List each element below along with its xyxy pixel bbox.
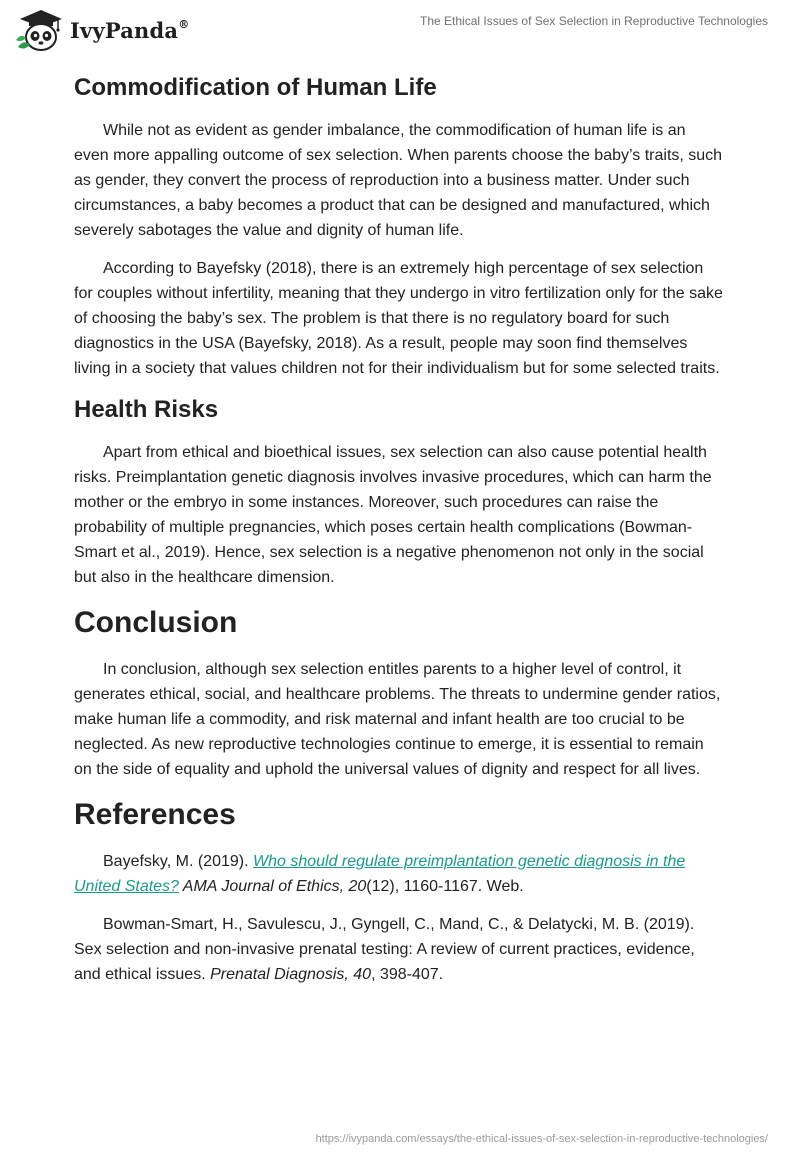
- reference-link[interactable]: Who should regulate preimplantation genetic diagnosis in the United States?: [74, 853, 686, 895]
- page-header: [0, 0, 800, 60]
- footer-url[interactable]: https://ivypanda.com/essays/the-ethical-issues-of-sex-selection-in-reproductive-technologies/: [315, 1133, 768, 1145]
- reference-entry: Bayefsky, M. (2019). Who should regulate preimplantation genetic diagnosis in the United States? AMA Journal of Ethics, 20(12), 1160-1167. Web.: [74, 853, 686, 895]
- reference-entry: Bowman-Smart, H., Savulescu, J., Gyngell, C., Mand, C., & Delatycki, M. B. (2019). Sex selection and non-invasive prenatal testing: A review of current practices, evidence, and ethical issues. Prenatal Diagnosis, 40, 398-407.: [74, 916, 695, 983]
- paragraph: In conclusion, although sex selection entitles parents to a higher level of control, it generates ethical, social, and healthcare problems. The threats to undermine gender ratios, make human life a commodity, and risk maternal and infant health are too crucial to be neglected. As new reproductive technologies continue to emerge, it is essential to remain on the side of equality and uphold the universal values of dignity and respect for all lives.: [74, 661, 721, 778]
- paragraph: Apart from ethical and bioethical issues, sex selection can also cause potential health risks. Preimplantation genetic diagnosis involves invasive procedures, which can harm the mother or the embryo in some instances. Moreover, such procedures can raise the probability of multiple pregnancies, which poses certain health complications (Bowman-Smart et al., 2019). Hence, sex selection is a negative phenomenon not only in the social but also in the healthcare dimension.: [74, 444, 712, 586]
- running-title: The Ethical Issues of Sex Selection in Reproductive Technologies: [420, 14, 768, 28]
- panda-graduate-icon: [14, 7, 66, 53]
- paragraph: According to Bayefsky (2018), there is an extremely high percentage of sex selection for couples without infertility, meaning that they undergo in vitro fertilization only for the sake of choosing the baby’s sex. The problem is that there is no regulatory board for such diagnostics in the USA (Bayefsky, 2018). As a result, people may soon find themselves living in a society that values children not for their individualism but for some selected traits.: [74, 260, 723, 377]
- brand-logo[interactable]: [14, 7, 189, 53]
- essay-body: [74, 72, 724, 1000]
- paragraph: While not as evident as gender imbalance, the commodification of human life is an even more appalling outcome of sex selection. When parents choose the baby’s traits, such as gender, they convert the process of reproduction into a business matter. Under such circumstances, a baby becomes a product that can be designed and manufactured, which severely sabotages the value and dignity of human life.: [74, 122, 723, 239]
- heading-health-risks: Health Risks: [74, 396, 219, 423]
- heading-references: References: [74, 798, 236, 831]
- brand-name: IvyPanda®: [70, 17, 190, 43]
- heading-conclusion: Conclusion: [74, 606, 238, 639]
- heading-commodification: Commodification of Human Life: [74, 74, 437, 101]
